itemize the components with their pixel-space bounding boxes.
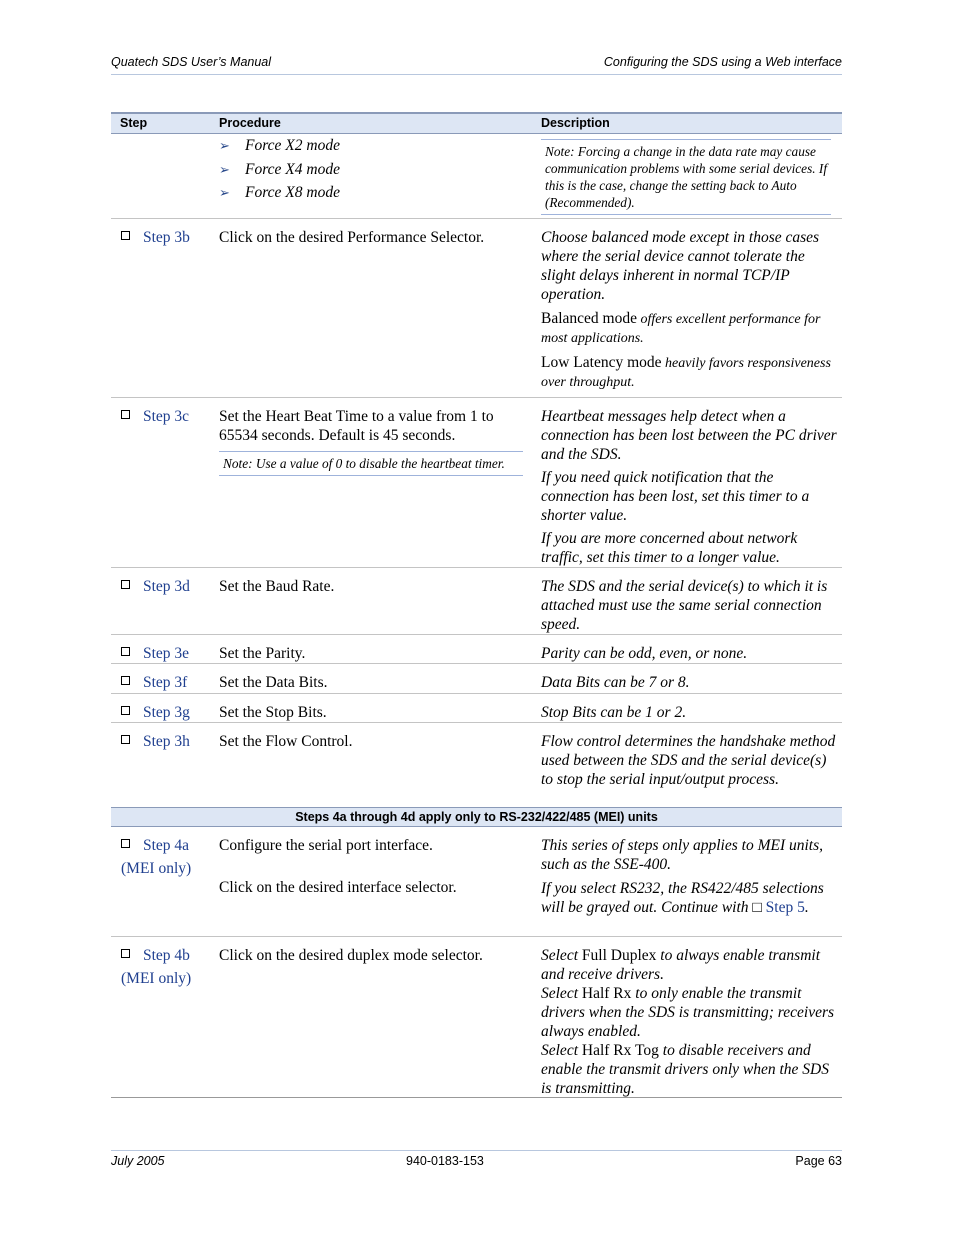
procedure-text: Set the Parity.	[219, 645, 306, 662]
data-rate-note: Note: Forcing a change in the data rate may cause communication problems with some serial devices. If this is the case, change the setting back to Auto (Recommended).	[541, 139, 831, 215]
heartbeat-note: Note: Use a value of 0 to disable the heartbeat timer.	[219, 451, 523, 476]
step-checkbox-glyph: □	[752, 899, 762, 916]
step-label: Step 3f	[143, 674, 188, 691]
description-text: Data Bits can be 7 or 8.	[541, 674, 690, 691]
table-row-step-3b	[111, 219, 842, 398]
procedure-text: Set the Flow Control.	[219, 733, 353, 750]
table-row-force-modes	[111, 134, 842, 219]
table-row-step-4b	[111, 937, 842, 1098]
step-cell	[121, 732, 221, 751]
description-text: Heartbeat messages help detect when a connection has been lost between the PC driver and the SDS.	[541, 408, 837, 463]
procedure-table	[111, 112, 842, 1098]
step-cell	[121, 703, 221, 722]
table-row-step-3c	[111, 398, 842, 568]
procedure-text: Set the Baud Rate.	[219, 578, 335, 595]
page-footer	[111, 1150, 842, 1173]
table-row-step-3f	[111, 664, 842, 694]
step-label: Step 3d	[143, 578, 190, 595]
page-header	[111, 54, 842, 75]
table-row-step-3d	[111, 568, 842, 635]
step-cell	[121, 673, 221, 692]
procedure-cell	[219, 136, 529, 207]
step-label: Step 4b	[143, 947, 190, 964]
description-text: If you need quick notification that the connection has been lost, set this timer to a shorter value.	[541, 469, 810, 524]
header-manual-title: Quatech SDS User’s Manual	[111, 55, 272, 69]
arrow-bullet-icon: ➢	[219, 161, 230, 177]
arrow-bullet-icon: ➢	[219, 138, 230, 153]
description-text: If you are more concerned about network traffic, set this timer to a longer value.	[541, 530, 798, 566]
checkbox-icon	[121, 676, 130, 685]
term-full-duplex: Full Duplex	[581, 947, 657, 964]
balanced-mode-text: Balanced mode offers excellent performance for most applications.	[541, 310, 821, 346]
force-mode-list	[219, 136, 529, 207]
table-row-step-3e	[111, 635, 842, 664]
checkbox-icon	[121, 231, 130, 240]
column-header-description: Description	[541, 116, 610, 130]
checkbox-icon	[121, 839, 130, 848]
arrow-bullet-icon: ➢	[219, 185, 230, 200]
procedure-text: Set the Stop Bits.	[219, 704, 327, 721]
column-header-procedure: Procedure	[219, 116, 281, 130]
step-label: Step 3h	[143, 733, 190, 750]
step-cell	[121, 577, 221, 596]
step-cell	[121, 946, 221, 988]
full-duplex-text: Select Full Duplex to always enable transmit and receive drivers.	[541, 947, 820, 983]
step-cell	[121, 407, 221, 426]
list-item: ➢ Force X2 mode	[219, 137, 340, 154]
step-cell	[121, 644, 221, 663]
description-text: The SDS and the serial device(s) to which it is attached must use the same serial connection speed.	[541, 578, 828, 633]
description-cell	[541, 407, 837, 567]
checkbox-icon	[121, 580, 130, 589]
step-cell	[121, 836, 221, 878]
procedure-text: Set the Heart Beat Time to a value from 1 to 65534 seconds. Default is 45 seconds.	[219, 408, 494, 444]
table-row-step-3h	[111, 723, 842, 807]
procedure-text: Configure the serial port interface.	[219, 837, 433, 854]
description-cell	[541, 228, 837, 392]
term-half-rx: Half Rx	[581, 985, 632, 1002]
description-text: Stop Bits can be 1 or 2.	[541, 704, 687, 721]
footer-page-number: Page 63	[795, 1154, 842, 1168]
description-cell	[541, 836, 837, 917]
step-5-link[interactable]: Step 5	[765, 899, 805, 916]
description-text: This series of steps only applies to MEI units, such as the SSE-400.	[541, 837, 824, 873]
description-text: If you select RS232, the RS422/485 selections will be grayed out. Continue with □ Step 5.	[541, 880, 824, 916]
procedure-text: Set the Data Bits.	[219, 674, 328, 691]
footer-document-number: 940-0183-153	[406, 1154, 484, 1168]
step-cell	[121, 228, 221, 247]
description-text: Parity can be odd, even, or none.	[541, 645, 748, 662]
checkbox-icon	[121, 735, 130, 744]
step-label: Step 3g	[143, 704, 190, 721]
half-rx-text: Select Half Rx to only enable the transmit drivers when the SDS is transmitting; receivers always enabled.	[541, 985, 835, 1040]
table-row-step-3g	[111, 694, 842, 723]
list-item: ➢ Force X4 mode	[219, 160, 340, 178]
table-row-step-4a	[111, 827, 842, 937]
term-balanced-mode: Balanced mode	[541, 310, 637, 327]
table-header	[111, 112, 842, 134]
procedure-cell	[219, 407, 523, 476]
low-latency-mode-text: Low Latency mode heavily favors responsiveness over throughput.	[541, 354, 831, 390]
mei-section-header: Steps 4a through 4d apply only to RS-232/422/485 (MEI) units	[111, 807, 842, 827]
step-label: Step 4a	[143, 837, 190, 854]
procedure-text: Click on the desired duplex mode selector.	[219, 947, 483, 964]
term-half-rx-tog: Half Rx Tog	[581, 1042, 659, 1059]
mei-only-label: (MEI only)	[121, 970, 192, 987]
column-header-step: Step	[120, 116, 148, 130]
list-item: ➢ Force X8 mode	[219, 184, 340, 201]
step-label: Step 3b	[143, 229, 190, 246]
description-cell	[541, 139, 831, 215]
term-low-latency-mode: Low Latency mode	[541, 354, 662, 371]
step-label: Step 3c	[143, 408, 190, 425]
description-text: Choose balanced mode except in those cases where the serial device cannot tolerate the slight delays inherent in normal TCP/IP operation.	[541, 229, 820, 303]
description-cell	[541, 946, 837, 1098]
procedure-text: Click on the desired Performance Selector.	[219, 229, 485, 246]
footer-date: July 2005	[111, 1154, 165, 1168]
checkbox-icon	[121, 647, 130, 656]
half-rx-tog-text: Select Half Rx Tog to disable receivers and enable the transmit drivers only when the SDS is transmitting.	[541, 1042, 829, 1097]
procedure-cell	[219, 836, 529, 897]
checkbox-icon	[121, 706, 130, 715]
mei-only-label: (MEI only)	[121, 860, 192, 877]
description-text: Flow control determines the handshake method used between the SDS and the serial device(s) to stop the serial input/output process.	[541, 733, 836, 788]
header-section-title: Configuring the SDS using a Web interface	[603, 55, 842, 69]
step-label: Step 3e	[143, 645, 190, 662]
procedure-text: Click on the desired interface selector.	[219, 879, 457, 896]
checkbox-icon	[121, 949, 130, 958]
checkbox-icon	[121, 410, 130, 419]
